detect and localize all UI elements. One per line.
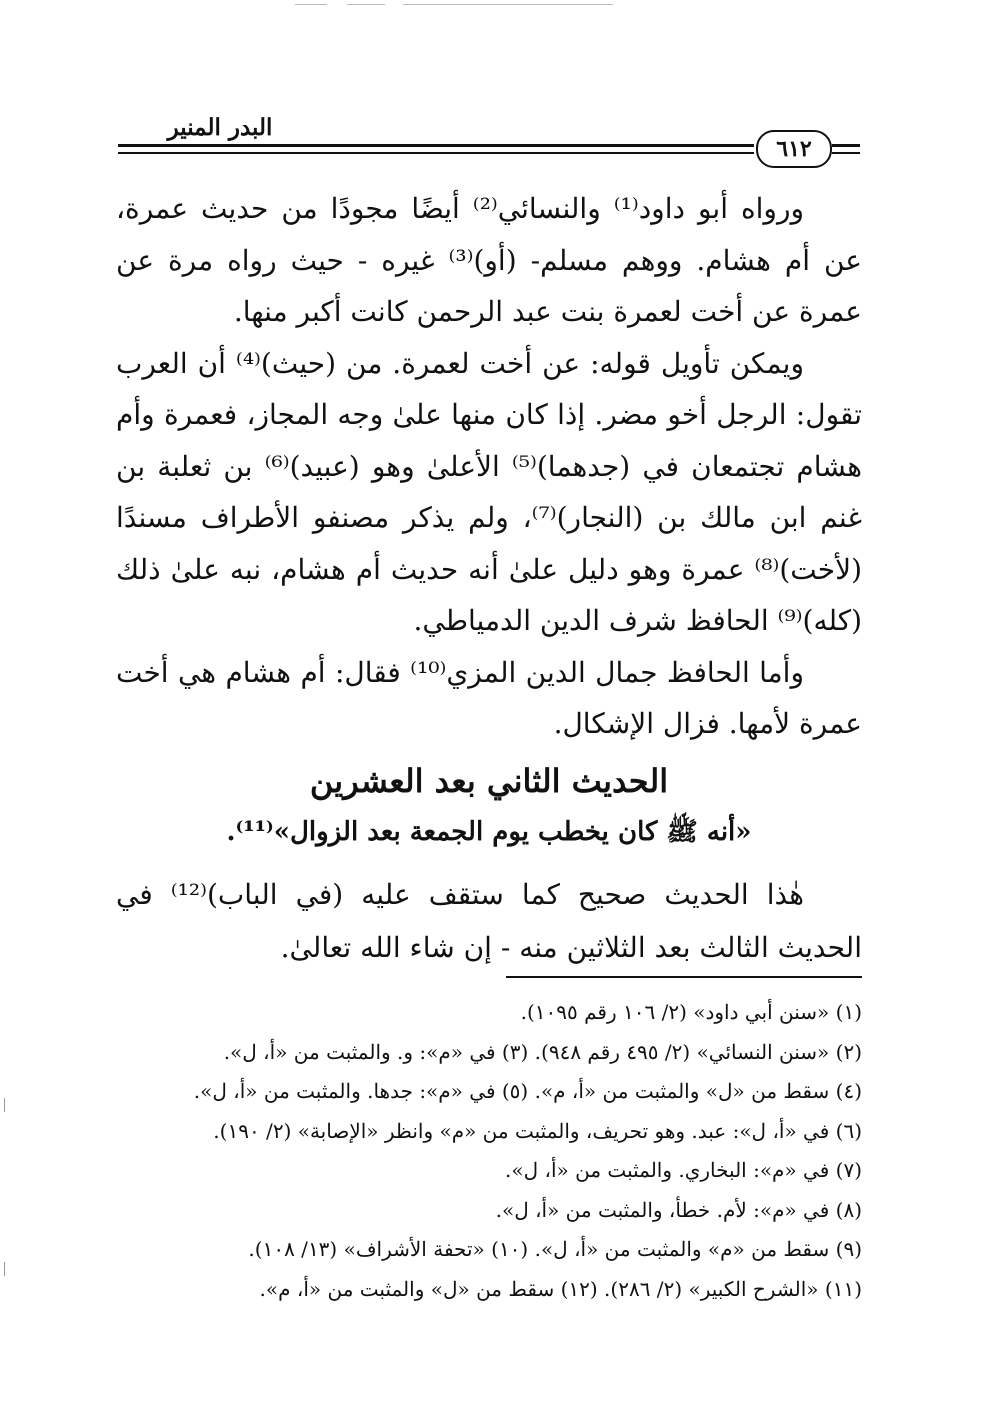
- hadith-quote: «أنه ﷺ كان يخطب يوم الجمعة بعد الزوال»⁽¹¹⁾.: [226, 817, 752, 847]
- footnote: (٩) سقط من «م» والمثبت من «أ، ل». (١٠) «تحفة الأشراف» (١٣/ ١٠٨).: [248, 1237, 862, 1261]
- top-edge-marks: [285, 0, 615, 8]
- section-heading: الحديث الثاني بعد العشرين: [309, 762, 669, 800]
- footnote: (٦) في «أ، ل»: عبد. وهو تحريف، والمثبت من «م» وانظر «الإصابة» (٢/ ١٩٠).: [213, 1118, 862, 1143]
- footnote-separator: [506, 976, 862, 978]
- footnote: (٢) «سنن النسائي» (٢/ ٤٩٥ رقم ٩٤٨). (٣) في «م»: و. والمثبت من «أ، ل».: [223, 1039, 862, 1064]
- footnote: (١) «سنن أبي داود» (٢/ ١٠٦ رقم ١٠٩٥).: [520, 1000, 862, 1024]
- footnote: (٨) في «م»: لأم. خطأ، والمثبت من «أ، ل».: [495, 1197, 862, 1222]
- page-number: ٦١٢: [756, 130, 832, 168]
- running-header-title: البدر المنير: [167, 114, 273, 141]
- header-rule-top-right: [832, 144, 860, 147]
- margin-mark: [4, 1098, 5, 1112]
- header-rule-bottom-right: [832, 152, 860, 154]
- main-text: [116, 183, 862, 750]
- footnote: (١١) «الشرح الكبير» (٢/ ٢٨٦). (١٢) سقط من «ل» والمثبت من «أ، م».: [259, 1276, 862, 1301]
- header-rule-top: [118, 144, 754, 147]
- paragraph-2: ويمكن تأويل قوله: عن أخت لعمرة. من (حيث)⁽⁴⁾ أن العرب تقول: الرجل أخو مضر. إذا كان منها علىٰ وجه المجاز، فعمرة وأم هشام تجتمعان في (جدهما)⁽⁵⁾ الأعلىٰ وهو (عبيد)⁽⁶⁾ بن ثعلبة بن غنم ابن مالك بن (النجار)⁽⁷⁾، ولم يذكر مصنفو الأطراف مسندًا (لأخت)⁽⁸⁾ عمرة وهو دليل علىٰ أنه حديث أم هشام، نبه علىٰ ذلك (كله)⁽⁹⁾ الحافظ شرف الدين الدمياطي.: [116, 346, 863, 637]
- paragraph-3: وأما الحافظ جمال الدين المزي⁽¹⁰⁾ فقال: أم هشام هي أخت عمرة لأمها. فزال الإشكال.: [116, 655, 862, 740]
- footnote: (٤) سقط من «ل» والمثبت من «أ، م». (٥) في «م»: جدها. والمثبت من «أ، ل».: [193, 1079, 862, 1103]
- margin-mark: [4, 1262, 5, 1276]
- section-text: [116, 868, 862, 974]
- paragraph-1: ورواه أبو داود⁽¹⁾ والنسائي⁽²⁾ أيضًا مجودًا من حديث عمرة، عن أم هشام. ووهم مسلم- (أو)⁽³⁾ غيره - حيث رواه مرة عن عمرة عن أخت لعمرة بنت عبد الرحمن كانت أكبر منها.: [116, 192, 862, 328]
- section-paragraph: هٰذا الحديث صحيح كما ستقف عليه (في الباب)⁽¹²⁾ في الحديث الثالث بعد الثلاثين منه - إن شاء الله تعالىٰ.: [116, 878, 862, 964]
- footnotes: [116, 993, 862, 1309]
- footnote: (٧) في «م»: البخاري. والمثبت من «أ، ل».: [505, 1158, 862, 1182]
- header-rule-bottom: [118, 152, 754, 154]
